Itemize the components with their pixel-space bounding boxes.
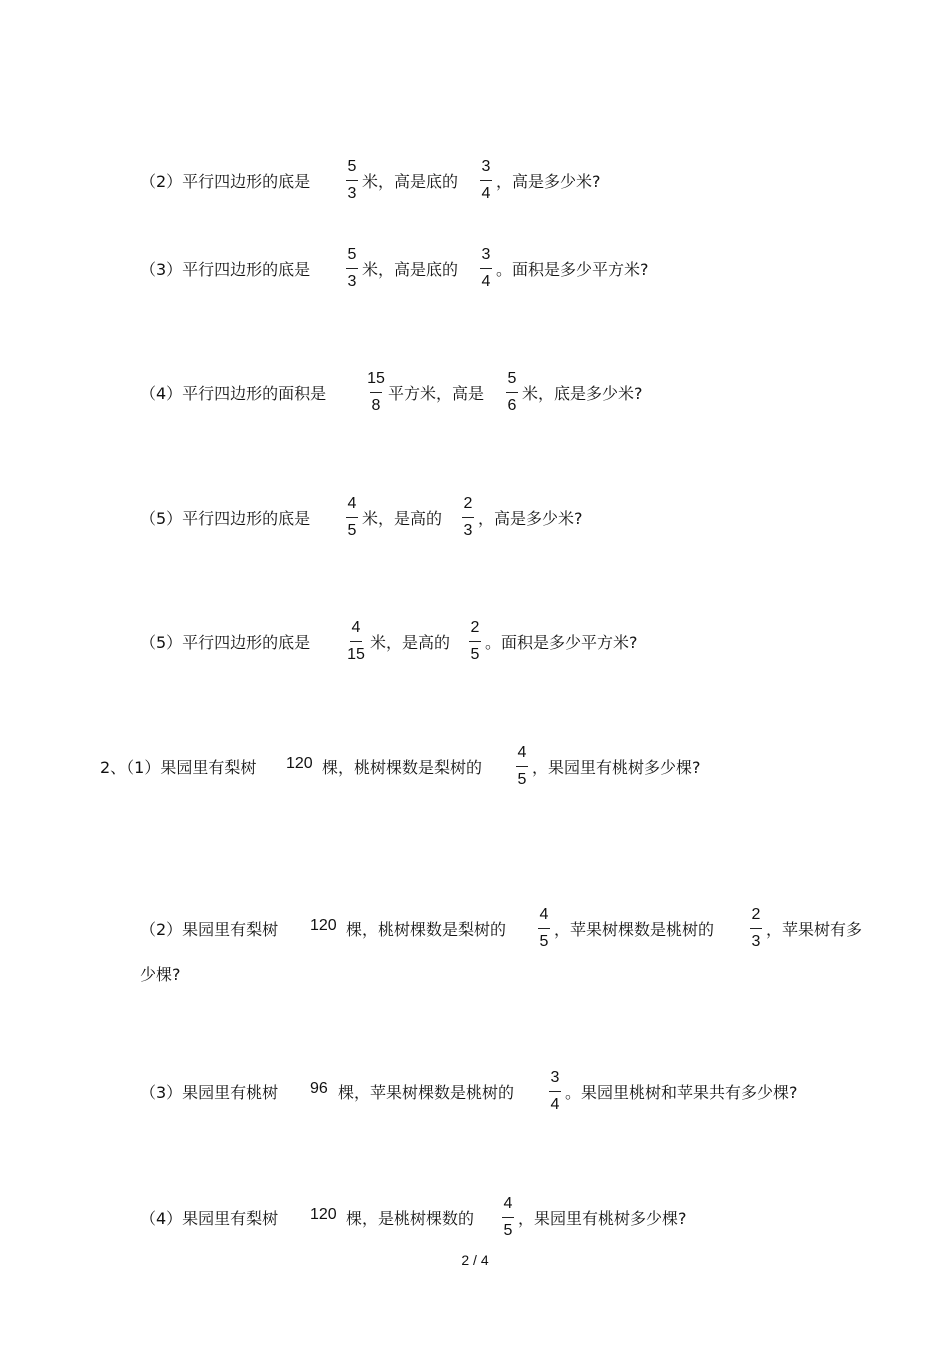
tree-count: 120	[310, 1206, 337, 1223]
problem-label: 2、（1）果园里有梨树	[100, 758, 257, 777]
problem-label: （5）平行四边形的底是	[140, 633, 311, 652]
problem-text: ，果园里有桃树多少棵?	[518, 1209, 687, 1228]
problem-text: 米，高是底的	[362, 260, 459, 279]
problem-text-continuation: 少棵?	[140, 965, 181, 984]
problem-label: （3）平行四边形的底是	[140, 260, 311, 279]
problem-text: 平方米，高是	[388, 384, 485, 403]
problem-text: ，果园里有桃树多少棵?	[532, 758, 701, 777]
problem-text: 。果园里桃树和苹果共有多少棵?	[565, 1083, 798, 1102]
problem-text: 棵，桃树棵数是梨树的	[322, 758, 483, 777]
problem-label: （4）果园里有梨树	[140, 1209, 279, 1228]
problem-text: 棵，苹果树棵数是桃树的	[338, 1083, 515, 1102]
problem-text: ，苹果树棵数是桃树的	[554, 920, 715, 939]
problem-text: 米，高是底的	[362, 172, 459, 191]
tree-count: 120	[310, 917, 337, 934]
problem-label: （2）果园里有梨树	[140, 920, 279, 939]
problem-text: 米，底是多少米?	[522, 384, 643, 403]
problem-label: （2）平行四边形的底是	[140, 172, 311, 191]
problem-label: （3）果园里有桃树	[140, 1083, 279, 1102]
tree-count: 96	[310, 1080, 328, 1097]
problem-text: 米，是高的	[362, 509, 443, 528]
problem-text: 棵，是桃树棵数的	[346, 1209, 475, 1228]
problem-text: 。面积是多少平方米?	[496, 260, 649, 279]
problem-text: ，高是多少米?	[478, 509, 583, 528]
problem-text: 棵，桃树棵数是梨树的	[346, 920, 507, 939]
problem-text: 米，是高的	[370, 633, 451, 652]
problem-text: ，苹果树有多	[766, 920, 863, 939]
page-number: 2 / 4	[461, 1252, 489, 1268]
problem-text: ，高是多少米?	[496, 172, 601, 191]
tree-count: 120	[286, 755, 313, 772]
problem-label: （4）平行四边形的面积是	[140, 384, 327, 403]
problem-label: （5）平行四边形的底是	[140, 509, 311, 528]
problem-text: 。面积是多少平方米?	[485, 633, 638, 652]
